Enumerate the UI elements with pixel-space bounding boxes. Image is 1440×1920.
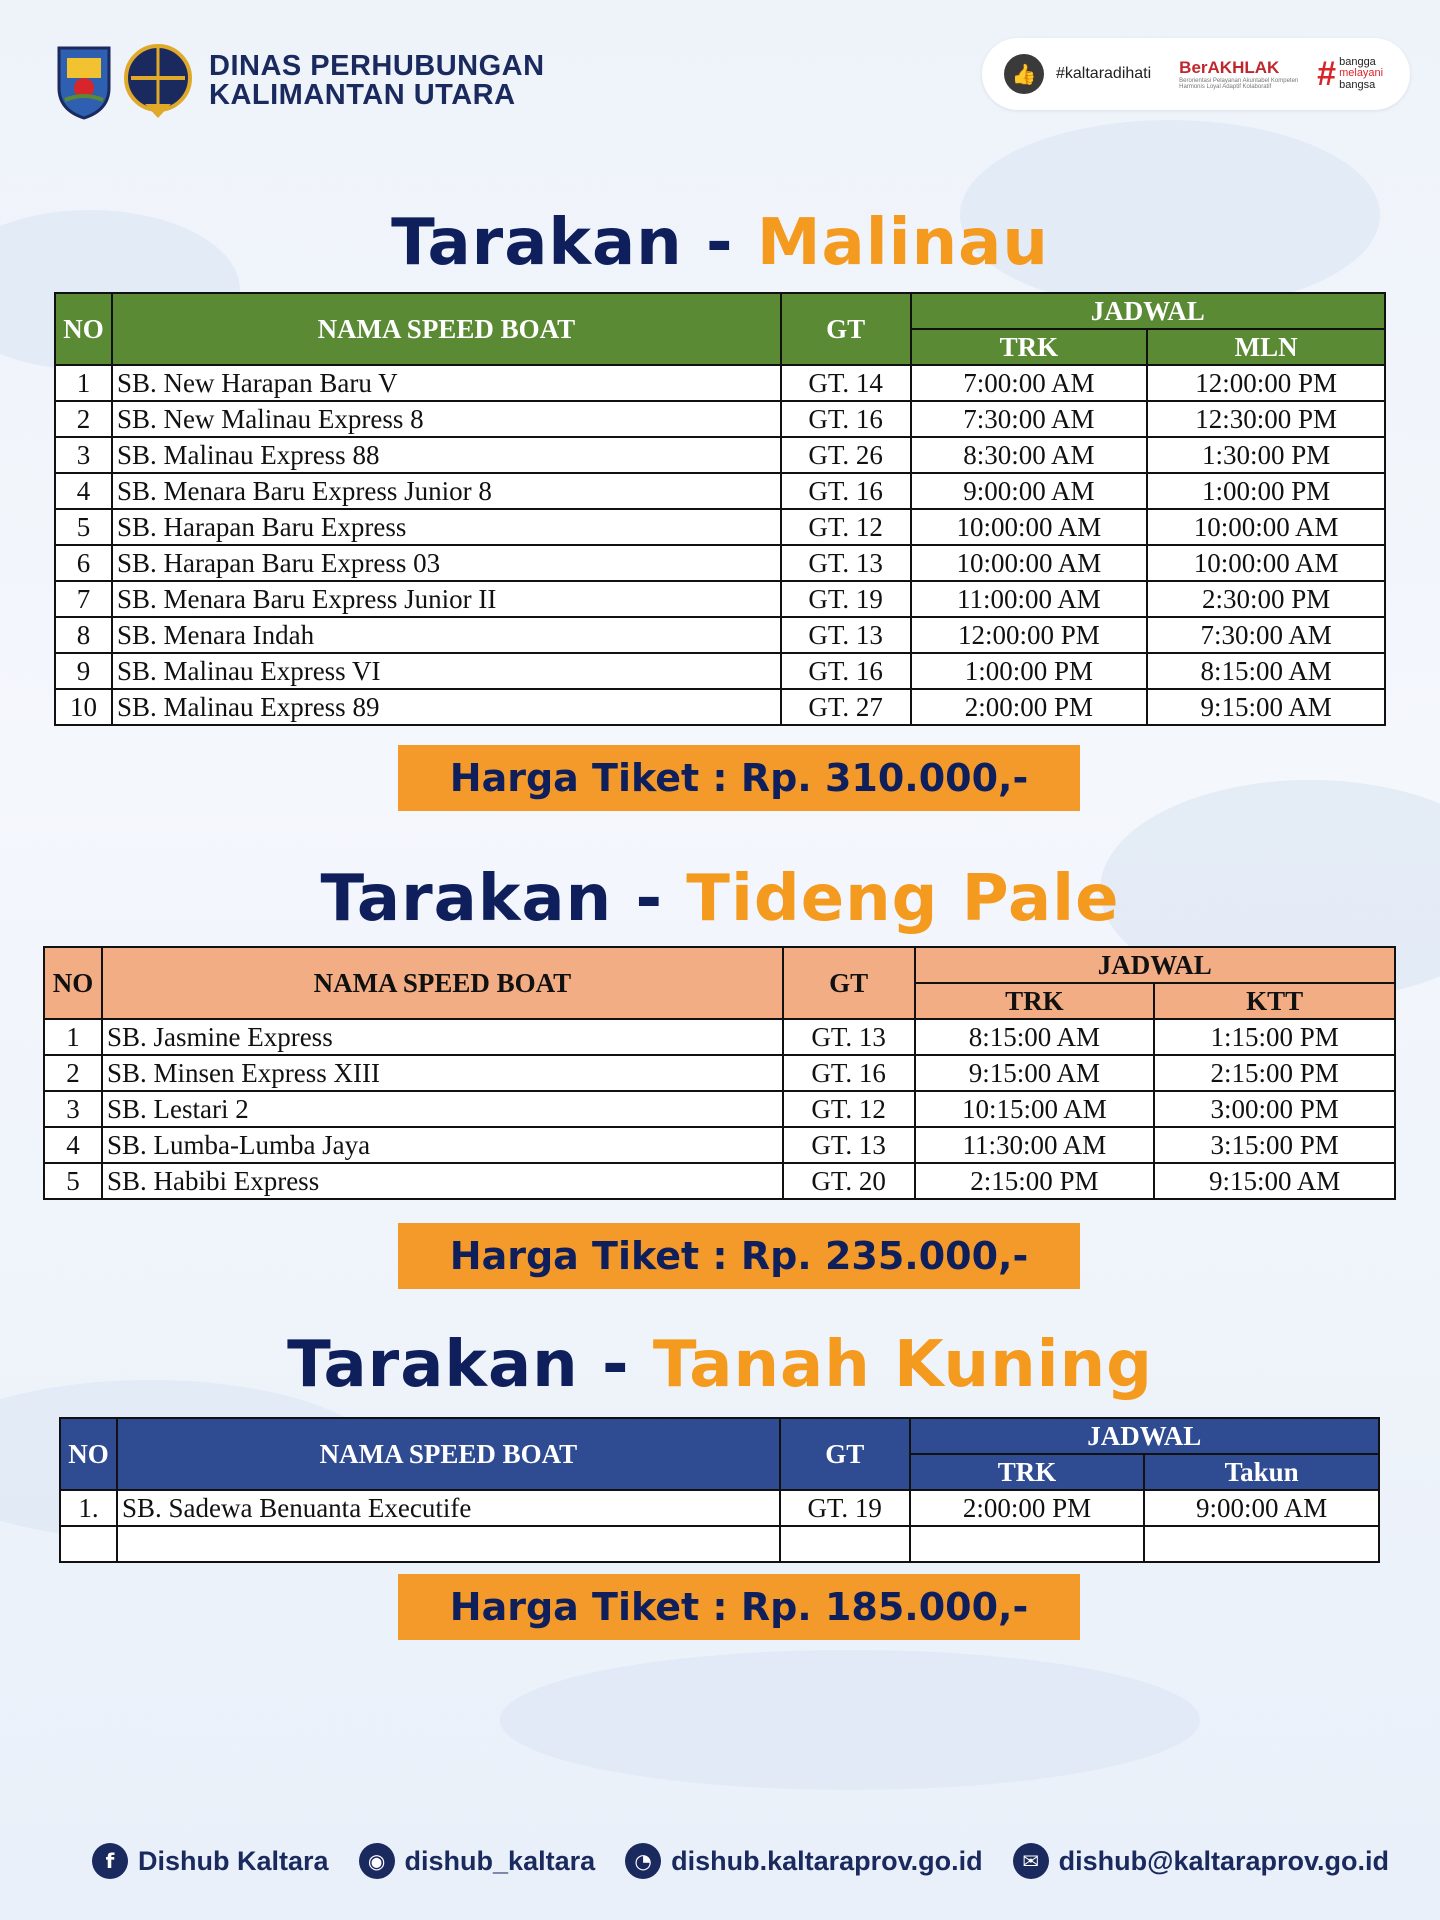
departure-time: 10:00:00 AM [911, 545, 1148, 581]
return-time: 2:15:00 PM [1154, 1055, 1395, 1091]
schedule-table-malinau [54, 292, 1386, 726]
route-destination: Malinau [756, 206, 1049, 280]
table-row [60, 1490, 1379, 1526]
gross-tonnage: GT. 26 [781, 437, 911, 473]
row-number: 3 [44, 1091, 102, 1127]
gross-tonnage: GT. 13 [781, 545, 911, 581]
website-label: dishub.kaltaraprov.go.id [671, 1845, 983, 1876]
col-header-dest: MLN [1147, 329, 1385, 365]
row-number: 1 [44, 1019, 102, 1055]
agency-name [209, 52, 545, 110]
return-time: 1:00:00 PM [1147, 473, 1385, 509]
schedule-table-tideng-pale [43, 946, 1396, 1200]
return-time: 12:30:00 PM [1147, 401, 1385, 437]
instagram-label: dishub_kaltara [404, 1845, 596, 1876]
table-row [55, 365, 1385, 401]
row-number: 8 [55, 617, 112, 653]
ticket-price-tanah-kuning: Harga Tiket : Rp. 185.000,- [398, 1574, 1080, 1640]
tideng-pale-rows [44, 1019, 1395, 1199]
website-link[interactable] [625, 1843, 983, 1879]
thumbs-up-icon: 👍 [1004, 54, 1044, 94]
route-separator: - [682, 206, 757, 280]
return-time: 7:30:00 AM [1147, 617, 1385, 653]
agency-name-line1: DINAS PERHUBUNGAN [209, 50, 545, 82]
boat-name: SB. Jasmine Express [102, 1019, 783, 1055]
col-header-no: NO [44, 947, 102, 1019]
row-number: 5 [55, 509, 112, 545]
table-row [55, 437, 1385, 473]
berakhlak-logo [1179, 58, 1299, 90]
route-origin: Tarakan [320, 862, 613, 936]
departure-time: 8:15:00 AM [915, 1019, 1155, 1055]
hash-icon: # [1317, 54, 1337, 93]
col-header-jadwal: JADWAL [910, 1418, 1379, 1454]
berakhlak-text: BerAKHLAK [1179, 58, 1280, 77]
gross-tonnage: GT. 27 [781, 689, 911, 725]
departure-time: 2:00:00 PM [911, 689, 1148, 725]
row-number: 9 [55, 653, 112, 689]
route-destination: Tanah Kuning [652, 1328, 1153, 1402]
gross-tonnage: GT. 16 [781, 401, 911, 437]
boat-name: SB. New Harapan Baru V [112, 365, 781, 401]
route-title-malinau [0, 206, 1440, 280]
bangsa-text: bangsa [1339, 78, 1376, 91]
gross-tonnage: GT. 16 [781, 473, 911, 509]
route-separator: - [578, 1328, 653, 1402]
email-link[interactable] [1013, 1843, 1389, 1879]
col-header-name: NAMA SPEED BOAT [102, 947, 783, 1019]
route-origin: Tarakan [391, 206, 683, 280]
table-row [55, 401, 1385, 437]
instagram-link[interactable] [359, 1843, 596, 1879]
agency-logo-block [55, 42, 545, 120]
bangga-text: bangga [1339, 55, 1376, 68]
return-time: 12:00:00 PM [1147, 365, 1385, 401]
col-header-no: NO [60, 1418, 117, 1490]
boat-name: SB. Minsen Express XIII [102, 1055, 783, 1091]
col-header-gt: GT [781, 293, 911, 365]
tanah-kuning-rows [60, 1490, 1379, 1562]
boat-name: SB. Malinau Express 89 [112, 689, 781, 725]
table-row [55, 689, 1385, 725]
departure-time: 9:15:00 AM [915, 1055, 1155, 1091]
gross-tonnage: GT. 20 [783, 1163, 915, 1199]
departure-time: 11:00:00 AM [911, 581, 1148, 617]
boat-name: SB. Menara Baru Express Junior II [112, 581, 781, 617]
row-number: 5 [44, 1163, 102, 1199]
col-header-trk: TRK [910, 1454, 1145, 1490]
boat-name: SB. Sadewa Benuanta Executife [117, 1490, 780, 1526]
ticket-price-malinau: Harga Tiket : Rp. 310.000,- [398, 745, 1080, 811]
row-number: 1 [55, 365, 112, 401]
return-time: 9:15:00 AM [1147, 689, 1385, 725]
col-header-gt: GT [783, 947, 915, 1019]
row-number: 4 [44, 1127, 102, 1163]
gross-tonnage: GT. 12 [781, 509, 911, 545]
gross-tonnage: GT. 19 [781, 581, 911, 617]
departure-time: 10:00:00 AM [911, 509, 1148, 545]
return-time: 9:15:00 AM [1154, 1163, 1395, 1199]
col-header-jadwal: JADWAL [911, 293, 1385, 329]
berakhlak-subtext: Berorientasi Pelayanan Akuntabel Kompeten Harmonis Loyal Adaptif Kolaboratif [1179, 78, 1299, 90]
departure-time: 2:15:00 PM [915, 1163, 1155, 1199]
melayani-text: melayani [1339, 67, 1384, 80]
gross-tonnage: GT. 16 [781, 653, 911, 689]
departure-time: 11:30:00 AM [915, 1127, 1155, 1163]
departure-time: 7:00:00 AM [911, 365, 1148, 401]
return-time: 8:15:00 AM [1147, 653, 1385, 689]
instagram-icon: ◉ [359, 1843, 395, 1879]
col-header-trk: TRK [911, 329, 1148, 365]
schedule-table-tanah-kuning [59, 1417, 1380, 1563]
gross-tonnage: GT. 14 [781, 365, 911, 401]
col-header-gt: GT [780, 1418, 910, 1490]
row-number [60, 1526, 117, 1562]
ministry-seal-icon [123, 42, 193, 120]
row-number: 4 [55, 473, 112, 509]
table-row [44, 1091, 1395, 1127]
campaign-badges [982, 38, 1410, 110]
agency-name-line2: KALIMANTAN UTARA [209, 79, 516, 111]
return-time: 1:15:00 PM [1154, 1019, 1395, 1055]
col-header-jadwal: JADWAL [915, 947, 1395, 983]
return-time: 10:00:00 AM [1147, 509, 1385, 545]
boat-name: SB. Lestari 2 [102, 1091, 783, 1127]
malinau-rows [55, 365, 1385, 725]
departure-time: 9:00:00 AM [911, 473, 1148, 509]
row-number: 3 [55, 437, 112, 473]
gross-tonnage: GT. 13 [783, 1019, 915, 1055]
boat-name [117, 1526, 780, 1562]
col-header-name: NAMA SPEED BOAT [112, 293, 781, 365]
boat-name: SB. Habibi Express [102, 1163, 783, 1199]
boat-name: SB. Lumba-Lumba Jaya [102, 1127, 783, 1163]
gross-tonnage: GT. 13 [781, 617, 911, 653]
col-header-dest: Takun [1144, 1454, 1379, 1490]
departure-time [910, 1526, 1145, 1562]
table-row [60, 1526, 1379, 1562]
row-number: 2 [44, 1055, 102, 1091]
gross-tonnage: GT. 12 [783, 1091, 915, 1127]
background-cloud [500, 1650, 1200, 1790]
hashtag-text: #kaltaradihati [1056, 65, 1152, 82]
row-number: 10 [55, 689, 112, 725]
gross-tonnage [780, 1526, 910, 1562]
route-destination: Tideng Pale [686, 862, 1120, 936]
row-number: 2 [55, 401, 112, 437]
boat-name: SB. Harapan Baru Express [112, 509, 781, 545]
boat-name: SB. Menara Indah [112, 617, 781, 653]
col-header-name: NAMA SPEED BOAT [117, 1418, 780, 1490]
return-time: 9:00:00 AM [1144, 1490, 1379, 1526]
bangga-melayani-bangsa-logo [1317, 54, 1384, 93]
table-row [44, 1019, 1395, 1055]
col-header-dest: KTT [1154, 983, 1395, 1019]
return-time: 10:00:00 AM [1147, 545, 1385, 581]
col-header-no: NO [55, 293, 112, 365]
table-row [55, 545, 1385, 581]
return-time: 3:00:00 PM [1154, 1091, 1395, 1127]
col-header-trk: TRK [915, 983, 1155, 1019]
globe-icon: ◔ [625, 1843, 661, 1879]
row-number: 6 [55, 545, 112, 581]
boat-name: SB. Malinau Express 88 [112, 437, 781, 473]
email-label: dishub@kaltaraprov.go.id [1058, 1845, 1390, 1876]
boat-name: SB. Malinau Express VI [112, 653, 781, 689]
route-title-tideng-pale [0, 862, 1440, 936]
row-number: 7 [55, 581, 112, 617]
route-separator: - [612, 862, 687, 936]
facebook-label: Dishub Kaltara [138, 1845, 329, 1876]
facebook-link[interactable] [92, 1843, 329, 1879]
boat-name: SB. Menara Baru Express Junior 8 [112, 473, 781, 509]
departure-time: 8:30:00 AM [911, 437, 1148, 473]
boat-name: SB. New Malinau Express 8 [112, 401, 781, 437]
gross-tonnage: GT. 13 [783, 1127, 915, 1163]
province-emblem-icon [55, 42, 113, 120]
table-row [55, 509, 1385, 545]
table-row [44, 1163, 1395, 1199]
boat-name: SB. Harapan Baru Express 03 [112, 545, 781, 581]
table-row [55, 581, 1385, 617]
return-time: 3:15:00 PM [1154, 1127, 1395, 1163]
route-title-tanah-kuning [0, 1328, 1440, 1402]
departure-time: 1:00:00 PM [911, 653, 1148, 689]
return-time: 2:30:00 PM [1147, 581, 1385, 617]
return-time: 1:30:00 PM [1147, 437, 1385, 473]
gross-tonnage: GT. 16 [783, 1055, 915, 1091]
table-row [55, 617, 1385, 653]
table-row [55, 653, 1385, 689]
return-time [1144, 1526, 1379, 1562]
table-row [55, 473, 1385, 509]
footer-contacts [92, 1843, 1419, 1879]
departure-time: 12:00:00 PM [911, 617, 1148, 653]
facebook-icon: f [92, 1843, 128, 1879]
departure-time: 10:15:00 AM [915, 1091, 1155, 1127]
table-row [44, 1055, 1395, 1091]
row-number: 1. [60, 1490, 117, 1526]
gross-tonnage: GT. 19 [780, 1490, 910, 1526]
mail-icon: ✉ [1013, 1843, 1049, 1879]
departure-time: 2:00:00 PM [910, 1490, 1145, 1526]
table-row [44, 1127, 1395, 1163]
ticket-price-tideng-pale: Harga Tiket : Rp. 235.000,- [398, 1223, 1080, 1289]
departure-time: 7:30:00 AM [911, 401, 1148, 437]
route-origin: Tarakan [287, 1328, 579, 1402]
